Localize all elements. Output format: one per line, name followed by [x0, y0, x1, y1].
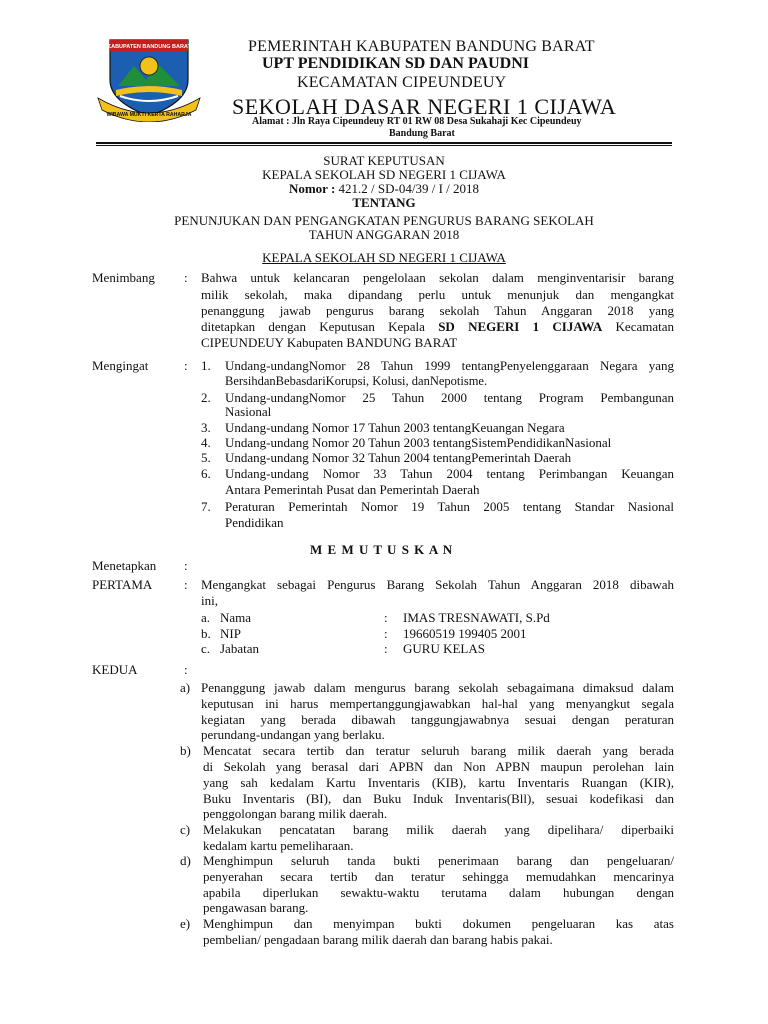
section-colon: : — [184, 358, 188, 373]
menimbang-text: ditetapkan dengan Keputusan Kepala — [201, 319, 439, 334]
kedua-line: pengawasan barang. — [203, 900, 309, 915]
memutuskan-heading: M E M U T U S K A N — [310, 542, 454, 557]
school-address-city: Bandung Barat — [389, 128, 455, 139]
field-name: NIP — [220, 626, 241, 641]
menimbang-line: milik sekolah, maka dipandang perlu untuk menunjuk dan mengangkat — [201, 287, 674, 302]
regency-emblem-logo — [96, 36, 202, 122]
kedua-line: yang sah kedalam Kartu Inventaris (KIB), kartu Inventaris Ruangan (KIR), — [203, 775, 674, 790]
kedua-line: Penanggung jawab dalam mengurus barang sekolah sebagaimana dimaksud dalam — [201, 680, 674, 695]
kedua-line: Mencatat secara tertib dan teratur seluruh barang milik daerah yang berada — [203, 743, 674, 758]
list-number: 7. — [201, 499, 211, 514]
field-colon: : — [384, 641, 388, 656]
kedua-line: di Sekolah yang berasal dari APBN dan Non APBN maupun perolehan lain — [203, 759, 674, 774]
list-number: 4. — [201, 435, 211, 450]
kedua-line: perundang-undangan yang berlaku. — [201, 727, 385, 742]
section-label-pertama: PERTAMA — [92, 577, 153, 592]
decree-issuer-heading — [0, 250, 768, 266]
section-label-menimbang: Menimbang — [92, 270, 155, 285]
section-colon: : — [184, 577, 188, 592]
kedua-line: kedalam kartu pemeliharaan. — [203, 838, 354, 853]
section-label-kedua: KEDUA — [92, 662, 138, 677]
mengingat-item-cont: Pendidikan — [225, 515, 284, 530]
list-key: b) — [180, 743, 191, 758]
kedua-line: apabila diperlukan sewaktu-waktu terutama dalam hubungan dengan — [203, 885, 674, 900]
mengingat-item: Undang-undangNomor 25 Tahun 2000 tentang Program Pembangunan — [225, 390, 674, 405]
menimbang-text: Kecamatan — [615, 319, 674, 334]
decree-number-label: Nomor : — [288, 181, 339, 196]
mengingat-item-cont: Nasional — [225, 404, 272, 419]
section-label-menetapkan: Menetapkan — [92, 558, 157, 573]
field-key: c. — [201, 641, 211, 656]
list-number: 5. — [201, 450, 211, 465]
mengingat-item: Peraturan Pemerintah Nomor 19 Tahun 2005 tentang Standar Nasional — [225, 499, 674, 514]
menimbang-line: CIPEUNDEUY Kabupaten BANDUNG BARAT — [201, 335, 458, 350]
school-address: Alamat : Jln Raya Cipeundeuy RT 01 RW 08 Desa Sukahaji Kec Cipeundeuy — [252, 116, 582, 127]
kedua-line: kegiatan yang berada dibawah tanggungjawabnya sesuai dengan peraturan — [201, 712, 674, 727]
field-name: Nama — [220, 610, 252, 625]
list-number: 6. — [201, 466, 211, 481]
logo-ribbon-text: WIBAWA MUKTI KERTA RAHARJA — [106, 112, 192, 118]
field-key: b. — [201, 626, 211, 641]
list-key: d) — [180, 853, 191, 868]
list-number: 2. — [201, 390, 211, 405]
field-name: Jabatan — [220, 641, 259, 656]
menimbang-line: penanggung jawab pengurus barang sekolah Tahun Anggaran 2018 yang — [201, 303, 674, 318]
pertama-line: ini, — [201, 593, 218, 608]
field-value-jabatan: GURU KELAS — [403, 641, 485, 656]
mengingat-item-cont: BersihdanBebasdariKorupsi, Kolusi, danNepotisme. — [225, 374, 488, 388]
school-name: SEKOLAH DASAR NEGERI 1 CIJAWA — [232, 94, 617, 119]
header-upt: UPT PENDIDIKAN SD DAN PAUDNI — [262, 55, 529, 72]
decree-about: TENTANG — [352, 195, 416, 210]
list-number: 1. — [201, 358, 211, 373]
header-district: KECAMATAN CIPEUNDEUY — [297, 74, 507, 91]
section-colon: : — [184, 270, 188, 285]
section-colon: : — [184, 662, 188, 677]
kedua-line: Menghimpun dan menyimpan bukti dokumen pengeluaran kas atas — [203, 916, 674, 931]
decree-number-value: 421.2 / SD-04/39 / I / 2018 — [338, 181, 480, 196]
mengingat-item-cont: Antara Pemerintah Pusat dan Pemerintah Daerah — [225, 482, 480, 497]
mengingat-item: Undang-undang Nomor 32 Tahun 2004 tentangPemerintah Daerah — [225, 450, 572, 465]
letterhead-divider — [96, 142, 672, 144]
kedua-line: pembelian/ pengadaan barang milik daerah dan barang habis pakai. — [203, 932, 553, 947]
field-value-nama: IMAS TRESNAWATI, S.Pd — [403, 610, 550, 625]
kedua-line: Melakukan pencatatan barang milik daerah yang dipelihara/ diperbaiki — [203, 822, 674, 837]
kedua-line: penyerahan secara tertib dan teratur sehingga memudahkan mencarinya — [203, 869, 674, 884]
decree-title: SURAT KEPUTUSAN — [323, 153, 445, 168]
letterhead-divider-thin — [96, 145, 672, 146]
decree-subject: PENUNJUKAN DAN PENGANGKATAN PENGURUS BARANG SEKOLAH — [174, 213, 594, 228]
pertama-line: Mengangkat sebagai Pengurus Barang Sekolah Tahun Anggaran 2018 dibawah — [201, 577, 674, 592]
field-colon: : — [384, 626, 388, 641]
kedua-line: penggolongan barang milik daerah. — [203, 806, 388, 821]
field-key: a. — [201, 610, 211, 625]
mengingat-item: Undang-undangNomor 28 Tahun 1999 tentangPenyelenggaraan Negara yang — [225, 358, 674, 373]
field-value-nip: 19660519 199405 2001 — [403, 626, 527, 641]
header-government: PEMERINTAH KABUPATEN BANDUNG BARAT — [248, 38, 595, 55]
mengingat-item: Undang-undang Nomor 20 Tahun 2003 tentangSistemPendidikanNasional — [225, 435, 612, 450]
mengingat-item: Undang-undang Nomor 17 Tahun 2003 tentangKeuangan Negara — [225, 420, 565, 435]
logo-top-text: KABUPATEN BANDUNG BARAT — [107, 44, 191, 50]
decree-subject-year: TAHUN ANGGARAN 2018 — [308, 227, 460, 242]
mengingat-item: Undang-undang Nomor 33 Tahun 2004 tentang Perimbangan Keuangan — [225, 466, 674, 481]
menimbang-line: Bahwa untuk kelancaran pengelolaan sekolan dalam menginventarisir barang — [201, 270, 674, 285]
kedua-line: Buku Inventaris (BI), dan Buku Induk Inventaris(Bll), sesuai kodefikasi dan — [203, 791, 674, 806]
list-key: a) — [180, 680, 191, 695]
list-key: c) — [180, 822, 191, 837]
kedua-line: keputusan ini harus mempertanggungjawabkan hal-hal yang menyangkut segala — [201, 696, 674, 711]
decree-issuer-heading-text: KEPALA SEKOLAH SD NEGERI 1 CIJAWA — [262, 250, 506, 265]
list-number: 3. — [201, 420, 211, 435]
list-key: e) — [180, 916, 191, 931]
decree-issuer: KEPALA SEKOLAH SD NEGERI 1 CIJAWA — [262, 167, 506, 182]
menimbang-line — [201, 319, 674, 335]
section-colon: : — [184, 558, 188, 573]
menimbang-school-name: SD NEGERI 1 CIJAWA — [438, 319, 603, 334]
kedua-line: Menghimpun seluruh tanda bukti penerimaan barang dan pengeluaran/ — [203, 853, 674, 868]
field-colon: : — [384, 610, 388, 625]
section-label-mengingat: Mengingat — [92, 358, 149, 373]
